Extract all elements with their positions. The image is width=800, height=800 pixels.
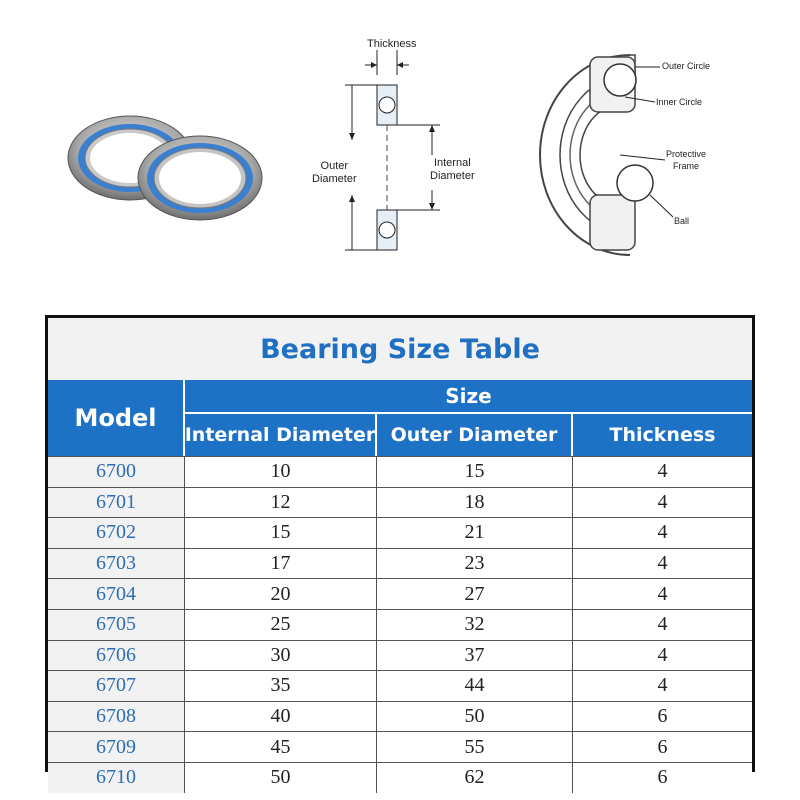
thickness-cell: 6: [573, 732, 752, 762]
bearing-cutaway: [525, 35, 755, 275]
thickness-cell: 4: [573, 579, 752, 609]
model-cell: 6702: [48, 518, 185, 548]
thickness-cell: 4: [573, 610, 752, 640]
table-row: [48, 762, 752, 793]
bearing-front: [138, 136, 262, 220]
outer-diameter-cell: 44: [377, 671, 573, 701]
table-row: [48, 456, 752, 487]
model-cell: 6700: [48, 457, 185, 487]
model-cell: 6710: [48, 763, 185, 793]
outer-diameter-cell: 15: [377, 457, 573, 487]
internal-diameter-header: Internal Diameter: [185, 414, 377, 456]
internal-diameter-label: Internal Diameter: [430, 157, 475, 182]
outer-diameter-cell: 37: [377, 641, 573, 671]
model-cell: 6706: [48, 641, 185, 671]
thickness-header: Thickness: [573, 414, 752, 456]
internal-diameter-cell: 50: [185, 763, 377, 793]
table-row: [48, 731, 752, 762]
table-title: Bearing Size Table: [260, 333, 540, 365]
thickness-cell: 6: [573, 702, 752, 732]
thickness-cell: 4: [573, 671, 752, 701]
dimension-diagram: [300, 30, 490, 270]
outer-diameter-header: Outer Diameter: [377, 414, 573, 456]
thickness-cell: 4: [573, 518, 752, 548]
table-row: [48, 640, 752, 671]
table-row: [48, 517, 752, 548]
table-row: [48, 487, 752, 518]
internal-diameter-cell: 30: [185, 641, 377, 671]
internal-diameter-cell: 10: [185, 457, 377, 487]
outer-diameter-cell: 62: [377, 763, 573, 793]
table-row: [48, 670, 752, 701]
bearing-photo: [60, 100, 270, 230]
internal-diameter-cell: 20: [185, 579, 377, 609]
thickness-cell: 4: [573, 549, 752, 579]
thickness-cell: 4: [573, 641, 752, 671]
internal-diameter-cell: 35: [185, 671, 377, 701]
internal-diameter-cell: 12: [185, 488, 377, 518]
model-cell: 6705: [48, 610, 185, 640]
internal-diameter-cell: 25: [185, 610, 377, 640]
model-cell: 6704: [48, 579, 185, 609]
model-cell: 6708: [48, 702, 185, 732]
model-header: Model: [48, 380, 185, 456]
thickness-label: Thickness: [367, 38, 417, 50]
inner-circle-label: Inner Circle: [656, 97, 703, 107]
protective-frame-label: Protective Frame: [666, 149, 707, 171]
model-cell: 6709: [48, 732, 185, 762]
internal-diameter-cell: 40: [185, 702, 377, 732]
size-header: Size: [185, 380, 752, 414]
thickness-cell: 4: [573, 488, 752, 518]
outer-diameter-cell: 21: [377, 518, 573, 548]
outer-diameter-cell: 23: [377, 549, 573, 579]
table-body: [48, 456, 752, 793]
outer-circle-label: Outer Circle: [662, 61, 711, 71]
internal-diameter-cell: 45: [185, 732, 377, 762]
table-row: [48, 548, 752, 579]
outer-diameter-cell: 27: [377, 579, 573, 609]
table-row: [48, 578, 752, 609]
outer-diameter-cell: 55: [377, 732, 573, 762]
size-header-group: [185, 380, 752, 456]
thickness-cell: 6: [573, 763, 752, 793]
outer-diameter-cell: 50: [377, 702, 573, 732]
outer-diameter-cell: 32: [377, 610, 573, 640]
model-cell: 6707: [48, 671, 185, 701]
outer-diameter-label: Outer Diameter: [312, 160, 357, 185]
internal-diameter-cell: 15: [185, 518, 377, 548]
internal-diameter-cell: 17: [185, 549, 377, 579]
model-cell: 6703: [48, 549, 185, 579]
table-row: [48, 701, 752, 732]
model-cell: 6701: [48, 488, 185, 518]
outer-diameter-cell: 18: [377, 488, 573, 518]
thickness-cell: 4: [573, 457, 752, 487]
table-header: [48, 380, 752, 456]
ball-label: Ball: [674, 216, 690, 226]
table-row: [48, 609, 752, 640]
bearing-size-table: [45, 315, 755, 789]
